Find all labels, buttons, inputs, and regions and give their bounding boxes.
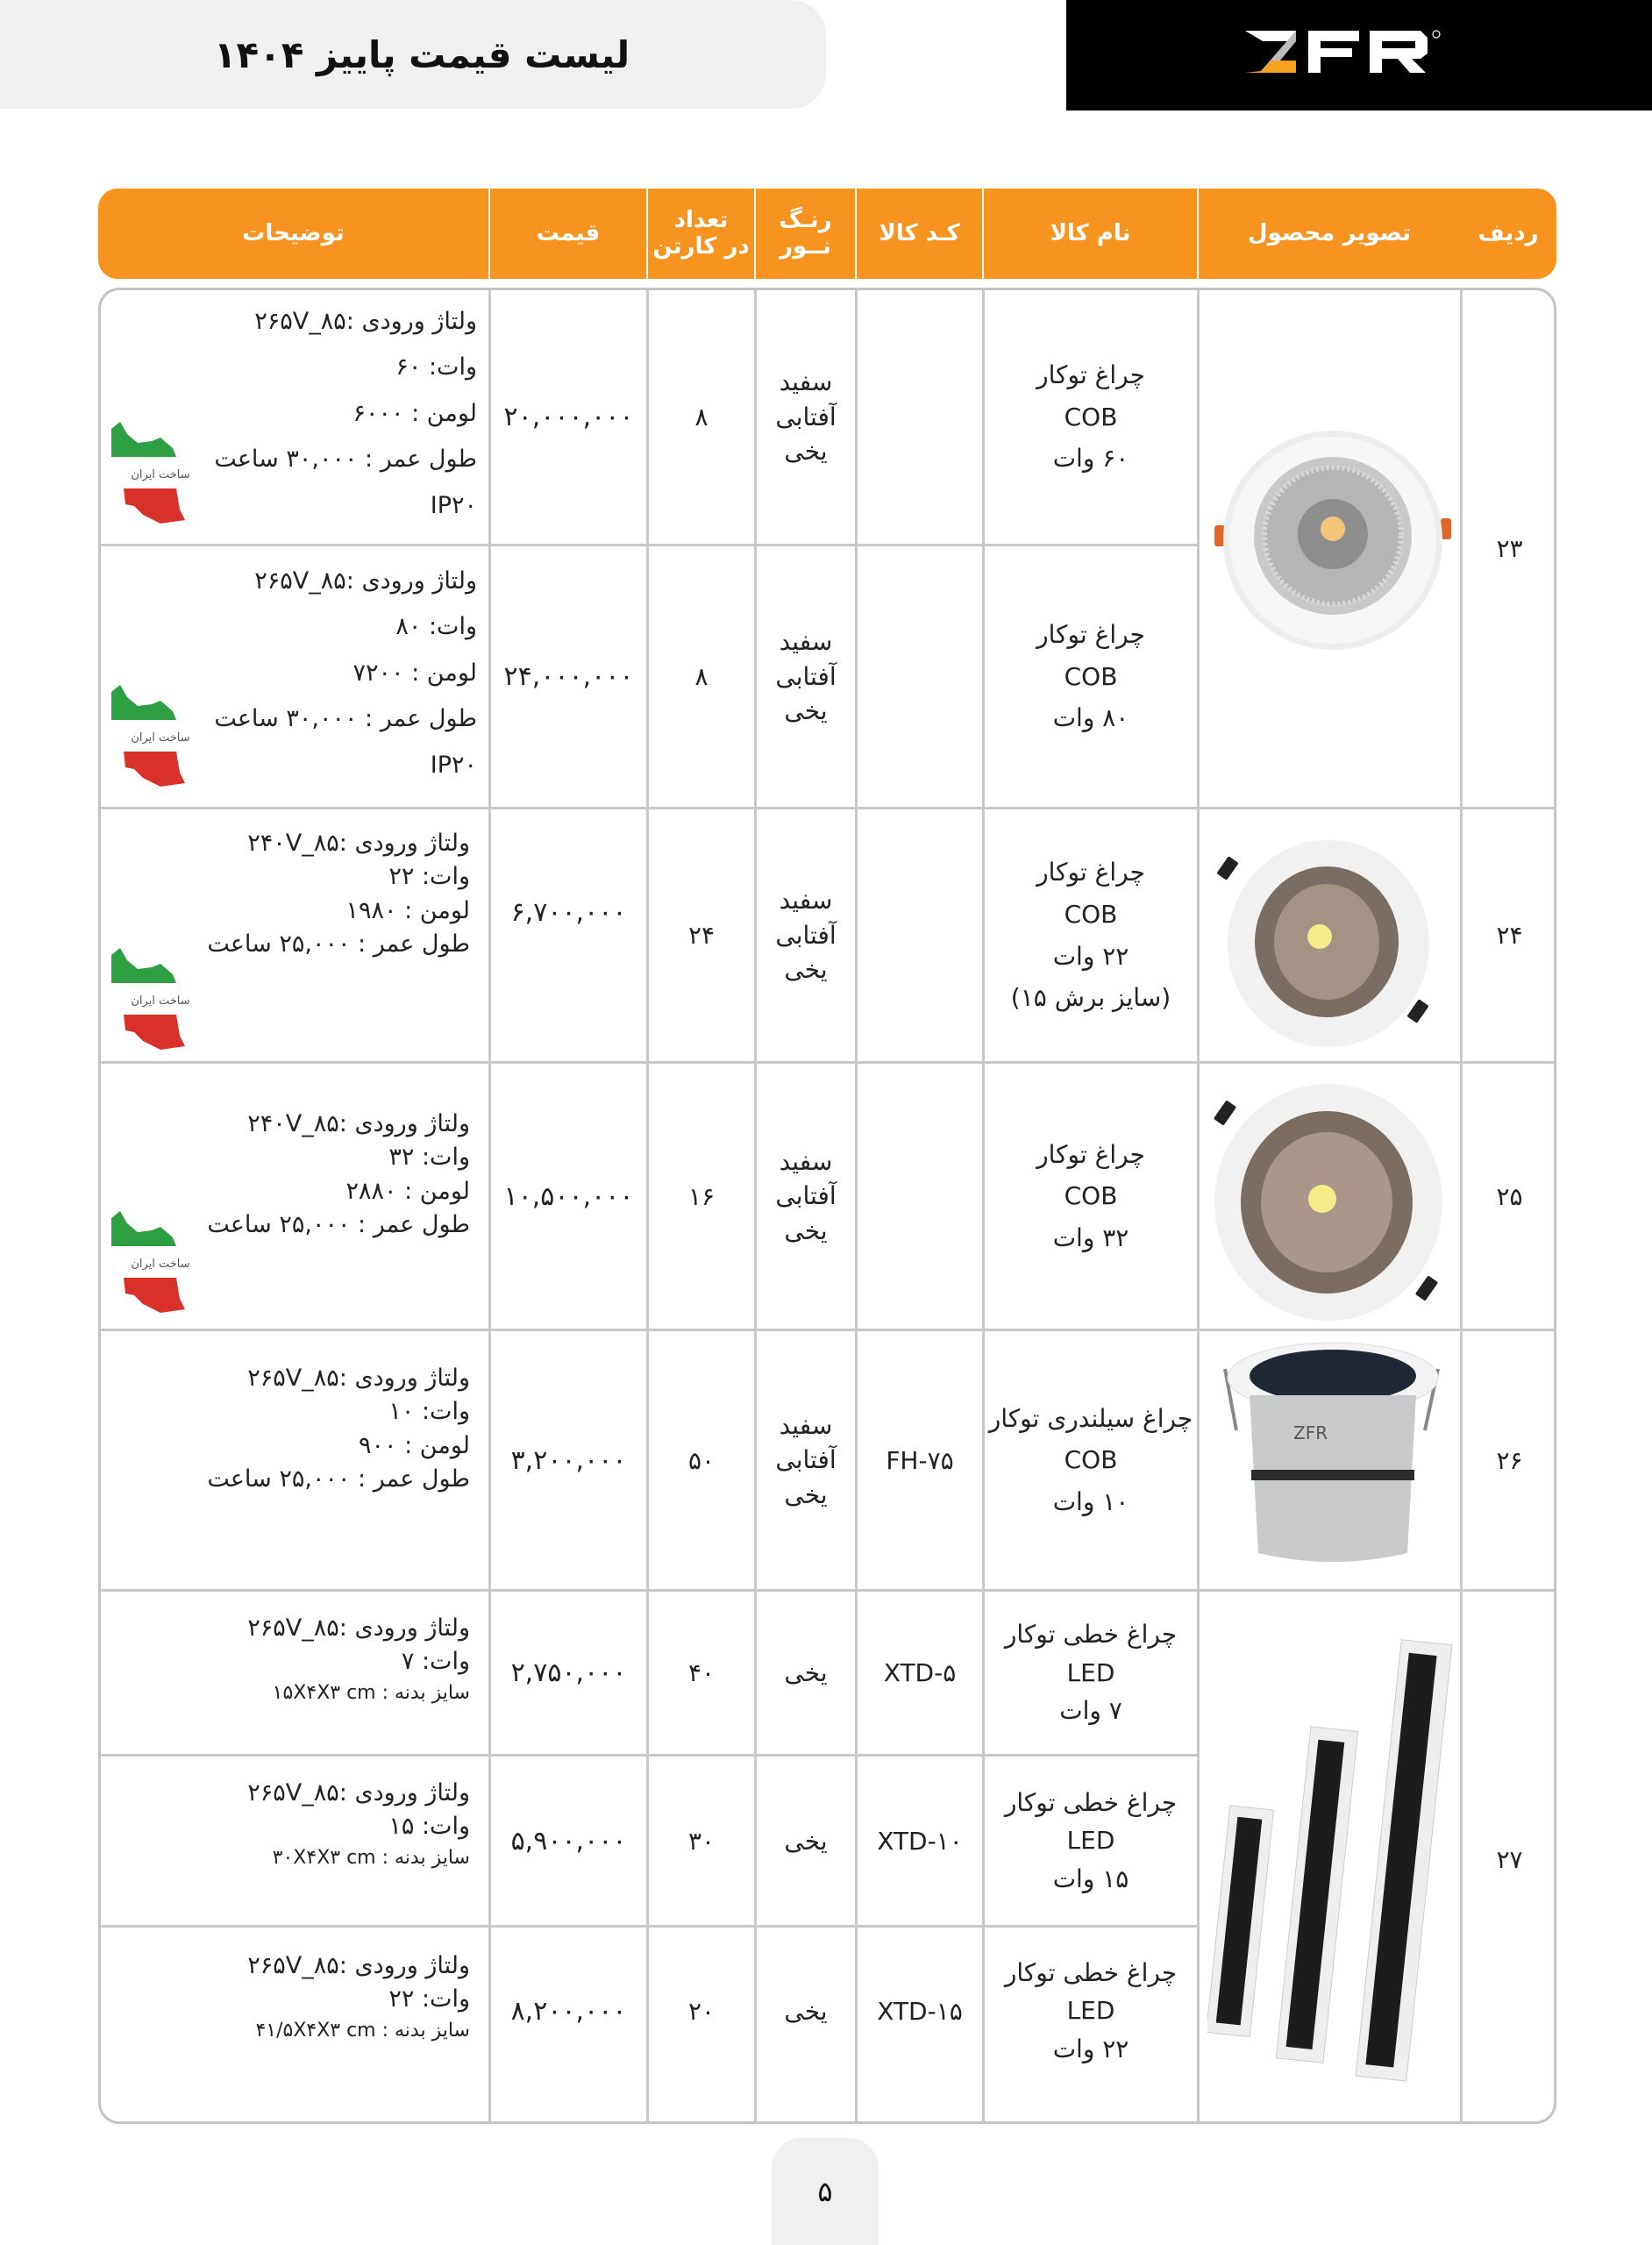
description: ولتاژ ورودی :۸۵_۲۶۵V وات: ۲۲ سایز بدنه : ۴۱/۵X۴X۳ cm [247, 1952, 470, 2042]
product-name: چراغ توکار COB ۶۰ وات [1036, 360, 1145, 474]
product-image-cylinder-downlight [1214, 1334, 1451, 1583]
product-name: چراغ سیلندری توکار COB ۱۰ وات [988, 1403, 1193, 1516]
light-color: سفید آفتابی یخی [775, 1410, 837, 1509]
row-number: ۲۵ [1496, 1181, 1523, 1211]
qty-per-carton: ۸ [694, 403, 709, 431]
description: ولتاژ ورودی :۸۵_۲۶۵V وات: ۶۰ لومن : ۶۰۰۰ طول عمر : ۳۰,۰۰۰ ساعت IP۲۰ [214, 308, 477, 519]
price: ۲۰,۰۰۰,۰۰۰ [503, 402, 634, 432]
svg-text:ساخت ایران: ساخت ایران [131, 468, 190, 481]
product-name: چراغ خطی توکار LED ۱۵ وات [1004, 1787, 1178, 1893]
light-color: سفید آفتابی یخی [775, 367, 837, 467]
product-image-round-downlight-32w [1210, 1080, 1447, 1329]
product-code [858, 1064, 982, 1329]
made-in-iran-badge [108, 685, 213, 790]
product-code [858, 546, 982, 807]
header-description: توضیحات [242, 219, 345, 246]
qty-per-carton: ۸ [694, 662, 709, 691]
product-name: چراغ توکار COB ۲۲ وات (سایز برش ۱۵) [1010, 858, 1171, 1013]
svg-text:ساخت ایران: ساخت ایران [131, 731, 190, 745]
row-number: ۲۷ [1496, 1844, 1523, 1874]
price-table [98, 288, 1556, 2124]
description: ولتاژ ورودی :۸۵_۲۶۵V وات: ۸۰ لومن : ۷۲۰۰ طول عمر : ۳۰,۰۰۰ ساعت IP۲۰ [214, 567, 477, 779]
product-code [858, 809, 982, 1061]
product-code: XTD-۱۰ [877, 1826, 963, 1856]
light-color: یخی [784, 1658, 828, 1687]
divider [1197, 290, 1200, 2121]
svg-text:ZFR: ZFR [1293, 1422, 1328, 1443]
header-row-number: ردیف [1478, 219, 1539, 246]
product-name: چراغ توکار COB ۳۲ وات [1036, 1139, 1145, 1252]
header-product-name: نام کالا [982, 189, 1197, 279]
qty-per-carton: ۱۶ [687, 1181, 716, 1211]
svg-text:ساخت ایران: ساخت ایران [131, 994, 190, 1008]
header-product-code: کـد کالا [855, 189, 982, 279]
page-title: لیست قیمت پاییز ۱۴۰۴ [213, 32, 630, 76]
brand-logo [1066, 0, 1652, 110]
row-number: ۲۴ [1496, 921, 1523, 950]
product-code: FH-۷۵ [886, 1445, 954, 1475]
price: ۵,۹۰۰,۰۰۰ [510, 1825, 627, 1857]
price: ۸,۲۰۰,۰۰۰ [510, 1995, 627, 2027]
header-price: قیمت [488, 189, 646, 279]
price: ۳,۲۰۰,۰۰۰ [510, 1444, 627, 1476]
svg-text:ساخت ایران: ساخت ایران [131, 1258, 190, 1271]
table-header [98, 189, 1556, 279]
product-code [858, 290, 982, 544]
price: ۲,۷۵۰,۰۰۰ [510, 1657, 627, 1688]
qty-per-carton: ۵۰ [687, 1445, 716, 1475]
header-product-image: تصویر محصول [1197, 189, 1460, 279]
product-code: XTD-۱۵ [877, 1996, 963, 2026]
price: ۲۴,۰۰۰,۰۰۰ [503, 661, 634, 692]
made-in-iran-badge [108, 1211, 213, 1316]
page-title-banner [0, 0, 826, 109]
description: ولتاژ ورودی :۸۵_۲۶۵V وات: ۱۵ سایز بدنه : ۳۰X۴X۳ cm [247, 1779, 470, 1869]
qty-per-carton: ۲۴ [687, 921, 716, 950]
qty-per-carton: ۳۰ [687, 1826, 716, 1856]
description: ولتاژ ورودی :۸۵_۲۴۰V وات: ۲۲ لومن : ۱۹۸۰ طول عمر : ۲۵,۰۰۰ ساعت [207, 830, 470, 959]
product-image-linear-led-lights [1207, 1632, 1453, 2109]
light-color: یخی [784, 1996, 828, 2026]
zfr-logo-icon [1245, 29, 1473, 82]
row-number: ۲۶ [1496, 1445, 1523, 1475]
made-in-iran-badge [108, 948, 213, 1053]
product-code: XTD-۵ [883, 1658, 957, 1687]
description: ولتاژ ورودی :۸۵_۲۴۰V وات: ۳۲ لومن : ۲۸۸۰ طول عمر : ۲۵,۰۰۰ ساعت [207, 1110, 470, 1239]
product-name: چراغ خطی توکار LED ۲۲ وات [1004, 1957, 1178, 2063]
made-in-iran-badge [108, 422, 213, 527]
header-qty-per-carton: تعداد در کارتن [646, 189, 754, 279]
price: ۱۰,۵۰۰,۰۰۰ [503, 1180, 634, 1212]
light-color: سفید آفتابی یخی [775, 886, 837, 985]
product-name: چراغ خطی توکار LED ۷ وات [1004, 1620, 1178, 1726]
price: ۶,۷۰۰,۰۰۰ [510, 897, 627, 928]
description: ولتاژ ورودی :۸۵_۲۶۵V وات: ۷ سایز بدنه : ۱۵X۴X۳ cm [247, 1614, 470, 1704]
qty-per-carton: ۴۰ [687, 1658, 716, 1687]
product-image-round-downlight-22w [1214, 838, 1442, 1052]
light-color: سفید آفتابی یخی [775, 1146, 837, 1245]
header-light-color: رنـگ نــور [754, 189, 855, 279]
page-number: ۵ [772, 2138, 879, 2245]
description: ولتاژ ورودی :۸۵_۲۶۵V وات: ۱۰ لومن : ۹۰۰ طول عمر : ۲۵,۰۰۰ ساعت [207, 1365, 470, 1493]
product-image-round-downlight [1214, 431, 1451, 671]
light-color: یخی [784, 1826, 828, 1856]
product-name: چراغ توکار COB ۸۰ وات [1036, 620, 1145, 733]
light-color: سفید آفتابی یخی [775, 627, 837, 726]
row-number: ۲۳ [1496, 534, 1523, 563]
qty-per-carton: ۲۰ [687, 1996, 716, 2026]
